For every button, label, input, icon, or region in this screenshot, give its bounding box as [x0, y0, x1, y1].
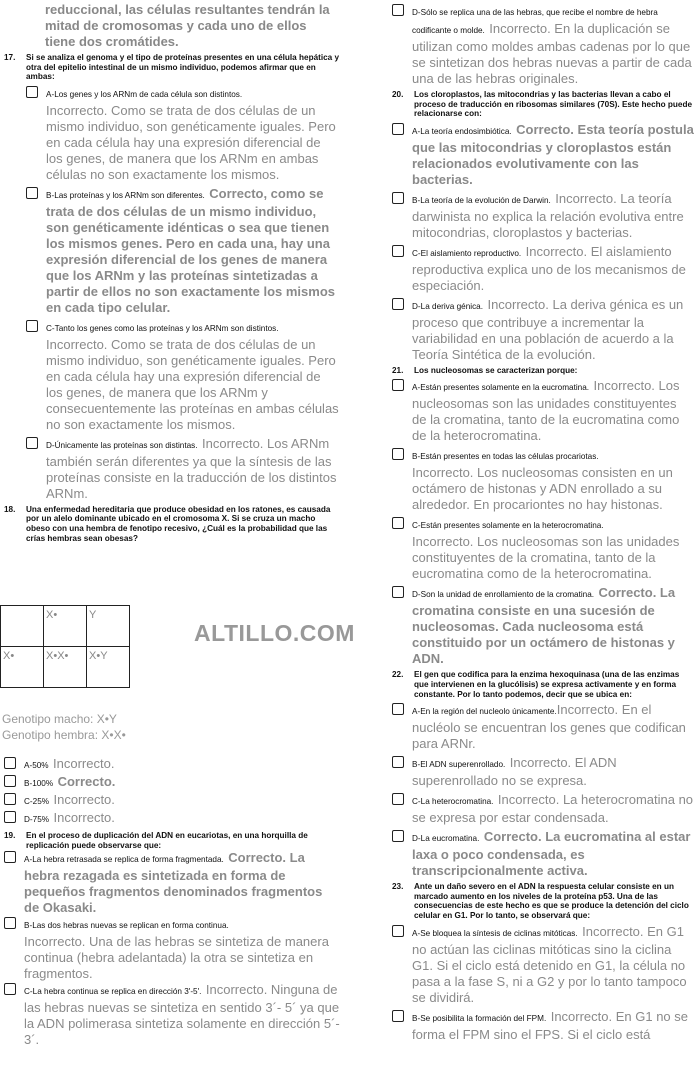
option-label: C-Están presentes solamente en la heterocromatina.: [412, 521, 604, 531]
grid-cell: [1, 606, 44, 647]
question-19: [0, 831, 340, 850]
option-feedback: Incorrecto. Los ARNm también serán diferentes ya que la síntesis de las proteínas consiste en la traducción de los distintos ARNm.: [46, 435, 337, 501]
checkbox[interactable]: [4, 851, 16, 863]
checkbox[interactable]: [4, 793, 16, 805]
checkbox[interactable]: [392, 793, 404, 805]
option-feedback: Incorrecto.: [53, 792, 115, 807]
option-label: D-Sólo se replica una de las hebras, que recibe el nombre de hebra codificante o molde.: [412, 8, 658, 35]
option-18d[interactable]: [0, 810, 340, 828]
question-21: [388, 366, 694, 376]
option-22b[interactable]: [388, 755, 694, 789]
option-19b[interactable]: [0, 916, 340, 982]
option-feedback: Correcto, como se trata de dos células de un mismo individuo, son genéticamente idénticas o sea que tienen los mismos genes. Pero en cada una, hay una expresión diferencial de los genes de manera que los ARNm y las proteínas sintetizadas a partir de ellos no son exactamente los mismos en cada tipo celular.: [46, 185, 335, 315]
option-23a[interactable]: [388, 924, 694, 1006]
checkbox[interactable]: [392, 756, 404, 768]
option-20d[interactable]: [388, 297, 694, 363]
option-feedback: Incorrecto. En la duplicación se utilizan como moldes ambas cadenas por lo que se sintetizan dos hebras nuevas a partir de cada una de las hebras originales.: [412, 21, 692, 86]
option-label: B-Las dos hebras nuevas se replican en forma continua.: [24, 921, 229, 931]
question-22: [388, 670, 694, 699]
watermark-logo: ALTILLO.COM: [194, 620, 355, 646]
checkbox[interactable]: [26, 437, 38, 449]
checkbox[interactable]: [392, 586, 404, 598]
checkbox[interactable]: [4, 983, 16, 995]
option-17d[interactable]: [0, 436, 340, 502]
question-text: Si se analiza el genoma y el tipo de proteínas presentes en una célula hepática y otra del epitelio intestinal de un mismo individuo, podemos afirmar que en ambas:: [26, 53, 340, 82]
genotype-female: Genotipo hembra: X•X•: [2, 728, 126, 742]
question-18: [0, 505, 340, 543]
checkbox[interactable]: [4, 811, 16, 823]
punnett-square: [0, 605, 130, 688]
option-label: A-En la región del nucleolo únicamente.: [412, 707, 557, 717]
option-label: A-50%: [24, 761, 49, 770]
question-text: Una enfermedad hereditaria que produce obesidad en los ratones, es causada por un alelo dominante ubicado en el cromosoma X. Si se cruza un macho obeso con una hembra de fenotipo recesivo, ¿Cuál es la probabilidad que las crías hembras sean obesas?: [26, 504, 331, 543]
option-20a[interactable]: [388, 122, 694, 188]
option-21a[interactable]: [388, 378, 694, 444]
question-number: 23.: [392, 882, 404, 892]
question-20: [388, 90, 694, 119]
grid-cell: X•: [44, 606, 87, 647]
question-number: 21.: [392, 365, 404, 375]
option-label: C-25%: [24, 797, 50, 806]
option-label: C-El aislamiento reproductivo.: [412, 248, 522, 258]
question-text: En el proceso de duplicación del ADN en eucariotas, en una horquilla de replicación puede observarse que:: [26, 831, 308, 850]
checkbox[interactable]: [392, 830, 404, 842]
option-feedback: Incorrecto. La deriva génica es un proceso que contribuye a incrementar la variabilidad en una población de acuerdo a la Teoría Sintética de la evolución.: [412, 296, 684, 362]
question-number: 20.: [392, 90, 404, 99]
option-feedback: Incorrecto. Como se trata de dos células de un mismo individuo, son genéticamente iguales. Pero en cada célula hay una expresión diferencial de los genes, de manera que los ARNm en ambas células no son exactamente los mismos.: [46, 102, 336, 182]
grid-cell: X•X•: [44, 647, 87, 688]
option-19c[interactable]: [0, 982, 340, 1048]
option-feedback: Incorrecto. El ADN superenrollado no se expresa.: [412, 755, 617, 789]
checkbox[interactable]: [392, 192, 404, 204]
option-label: B-Se posibilita la formación del FPM.: [412, 1013, 547, 1023]
option-22c[interactable]: [388, 792, 694, 826]
option-label: A-Están presentes solamente en la eucromatina.: [412, 383, 590, 393]
option-18a[interactable]: [0, 756, 340, 774]
option-label: D-Son la unidad de enrollamiento de la cromatina.: [412, 590, 595, 600]
option-23b[interactable]: [388, 1009, 694, 1043]
option-21b[interactable]: [388, 447, 694, 513]
option-label: B-100%: [24, 779, 54, 788]
question-text: El gen que codifica para la enzima hexoquinasa (una de las enzimas que intervienen en la glucólisis) se expresa activamente y en forma constante. Por lo tanto podemos, decir que se ubica en:: [414, 670, 680, 699]
option-label: B-Las proteínas y los ARNm son diferentes.: [46, 190, 205, 200]
genotype-male: Genotipo macho: X•Y: [2, 712, 117, 726]
checkbox[interactable]: [4, 775, 16, 787]
option-label: D-La deriva génica.: [412, 301, 483, 311]
checkbox[interactable]: [392, 245, 404, 257]
option-feedback: Incorrecto. El aislamiento reproductiva explica uno de los mecanismos de especiación.: [412, 243, 686, 293]
option-feedback: Incorrecto. La heterocromatina no se expresa por estar condensada.: [412, 792, 694, 826]
option-label: C-Tanto los genes como las proteínas y los ARNm son distintos.: [46, 323, 279, 333]
checkbox[interactable]: [26, 320, 38, 332]
checkbox[interactable]: [392, 1010, 404, 1022]
option-feedback: Incorrecto. Una de las hebras se sintetiza de manera continua (hebra adelantada) la otra se sintetiza en fragmentos.: [24, 934, 329, 982]
grid-cell: X•: [1, 647, 44, 688]
option-22a[interactable]: [388, 702, 694, 752]
option-feedback: Incorrecto. Los nucleosomas consisten en un octámero de histonas y ADN enrollado a su alrededor. En procariontes no hay histonas.: [412, 465, 673, 513]
option-feedback: Incorrecto. En el nucléolo se encuentran los genes que codifican para ARNr.: [412, 702, 686, 752]
option-17a[interactable]: [0, 85, 340, 183]
question-number: 17.: [4, 53, 16, 62]
checkbox[interactable]: [392, 703, 404, 715]
question-text: Los nucleosomas se caracterizan porque:: [414, 365, 578, 375]
option-feedback: Correcto. Esta teoría postula que las mitocondrias y cloroplastos están relacionados evolutivamente con las bacterias.: [412, 121, 694, 187]
option-19d[interactable]: [388, 3, 694, 87]
question-number: 19.: [4, 831, 16, 840]
left-column: [0, 0, 340, 543]
option-feedback: Incorrecto. Los nucleosomas son las unidades constituyentes de la cromatina, tanto de la eucromatina como de la heterocromatina.: [412, 378, 680, 444]
checkbox[interactable]: [4, 917, 16, 929]
question-18-options: [0, 756, 340, 1048]
checkbox[interactable]: [392, 298, 404, 310]
option-label: D-75%: [24, 815, 50, 824]
option-feedback: Correcto. La hebra rezagada es sintetizada en forma de pequeños fragmentos denominados fragmentos de Okasaki.: [24, 850, 323, 916]
question-text: Los cloroplastos, las mitocondrias y las bacterias llevan a cabo el proceso de traducción en ribosomas similares (70S). Este hecho puede relacionarse con:: [414, 90, 693, 119]
option-label: A-La teoría endosimbiótica.: [412, 126, 512, 136]
option-17c[interactable]: [0, 319, 340, 433]
option-label: B-La teoría de la evolución de Darwin.: [412, 195, 551, 205]
question-text: Ante un daño severo en el ADN la respuesta celular consiste en un marcado aumento en los niveles de la proteína p53. Una de las consecuencias de este hecho es que se produce la detención del ciclo celular en G1. Por lo tanto, se observará que:: [414, 882, 689, 920]
option-label: A-Los genes y los ARNm de cada célula son distintos.: [46, 89, 243, 99]
right-column: [388, 0, 694, 1043]
option-label: A-Se bloquea la síntesis de ciclinas mitóticas.: [412, 928, 578, 938]
question-17: [0, 53, 340, 82]
option-feedback: Incorrecto.: [53, 756, 115, 771]
option-feedback: Incorrecto.: [53, 810, 115, 825]
option-feedback: Incorrecto. Como se trata de dos células de un mismo individuo, son genéticamente iguales. Pero en cada célula hay una expresión diferencial de los genes, de manera que los ARNm y consecuentemente las proteínas en ambas células no son exactamente los mismos.: [46, 336, 339, 432]
option-18b[interactable]: [0, 774, 340, 792]
option-label: C-La hebra continua se replica en dirección 3'-5'.: [24, 987, 202, 997]
option-label: A-La hebra retrasada se replica de forma fragmentada.: [24, 855, 224, 865]
option-feedback: Incorrecto. La teoría darwinista no explica la relación evolutiva entre mitocondrias, cloroplastos y bacterias.: [412, 190, 684, 240]
option-feedback: Incorrecto. En G1 no se forma el FPM sino el FPS. Si el ciclo está: [412, 1008, 688, 1042]
checkbox[interactable]: [392, 379, 404, 391]
grid-cell: X•Y: [87, 647, 130, 688]
question-number: 18.: [4, 504, 16, 514]
option-feedback: Incorrecto. Ninguna de las hebras nuevas se sintetiza en sentido 3´- 5´ ya que la ADN polimerasa sintetiza solamente en dirección 5´- 3´.: [24, 982, 340, 1048]
option-17b[interactable]: [0, 186, 340, 316]
checkbox[interactable]: [392, 925, 404, 937]
continuation-text: reduccional, las células resultantes tendrán la mitad de cromosomas y cada uno de ellos tiene dos cromátides.: [45, 2, 330, 49]
checkbox[interactable]: [392, 4, 404, 16]
option-22d[interactable]: [388, 829, 694, 879]
checkbox[interactable]: [26, 187, 38, 199]
option-feedback: Correcto. La eucromatina al estar laxa o poco condensada, es transcripcionalmente activa.: [412, 829, 691, 879]
option-21d[interactable]: [388, 585, 694, 667]
option-feedback: Correcto. La cromatina consiste en una sucesión de nucleosomas. Cada nucleosoma está constituido por un octámero de histonas y ADN.: [412, 585, 676, 667]
option-label: C-La heterocromatina.: [412, 797, 494, 807]
checkbox[interactable]: [392, 517, 404, 529]
option-label: B-El ADN superenrollado.: [412, 760, 506, 770]
option-18c[interactable]: [0, 792, 340, 810]
option-21c[interactable]: [388, 516, 694, 582]
option-label: D-La eucromatina.: [412, 834, 480, 844]
option-label: B-Están presentes en todas las células procariotas.: [412, 452, 599, 462]
option-feedback: Incorrecto. Los nucleosomas son las unidades constituyentes de la cromatina, tanto de la eucromatina como de la heterocromatina.: [412, 534, 680, 582]
option-19a[interactable]: [0, 850, 340, 916]
checkbox[interactable]: [392, 448, 404, 460]
option-label: D-Únicamente las proteínas son distintas.: [46, 440, 198, 450]
option-20c[interactable]: [388, 244, 694, 294]
question-number: 22.: [392, 670, 404, 680]
option-feedback: Incorrecto. En G1 no actúan las ciclinas mitóticas sino la ciclina G1. Si el ciclo está detenido en G1, la célula no pasa a la fase S, ni a G2 y por lo tanto tampoco se dividirá.: [412, 923, 687, 1005]
option-20b[interactable]: [388, 191, 694, 241]
question-23: [388, 882, 694, 920]
checkbox[interactable]: [392, 123, 404, 135]
checkbox[interactable]: [4, 757, 16, 769]
option-feedback: Correcto.: [57, 774, 116, 789]
grid-cell: Y: [87, 606, 130, 647]
checkbox[interactable]: [26, 86, 38, 98]
